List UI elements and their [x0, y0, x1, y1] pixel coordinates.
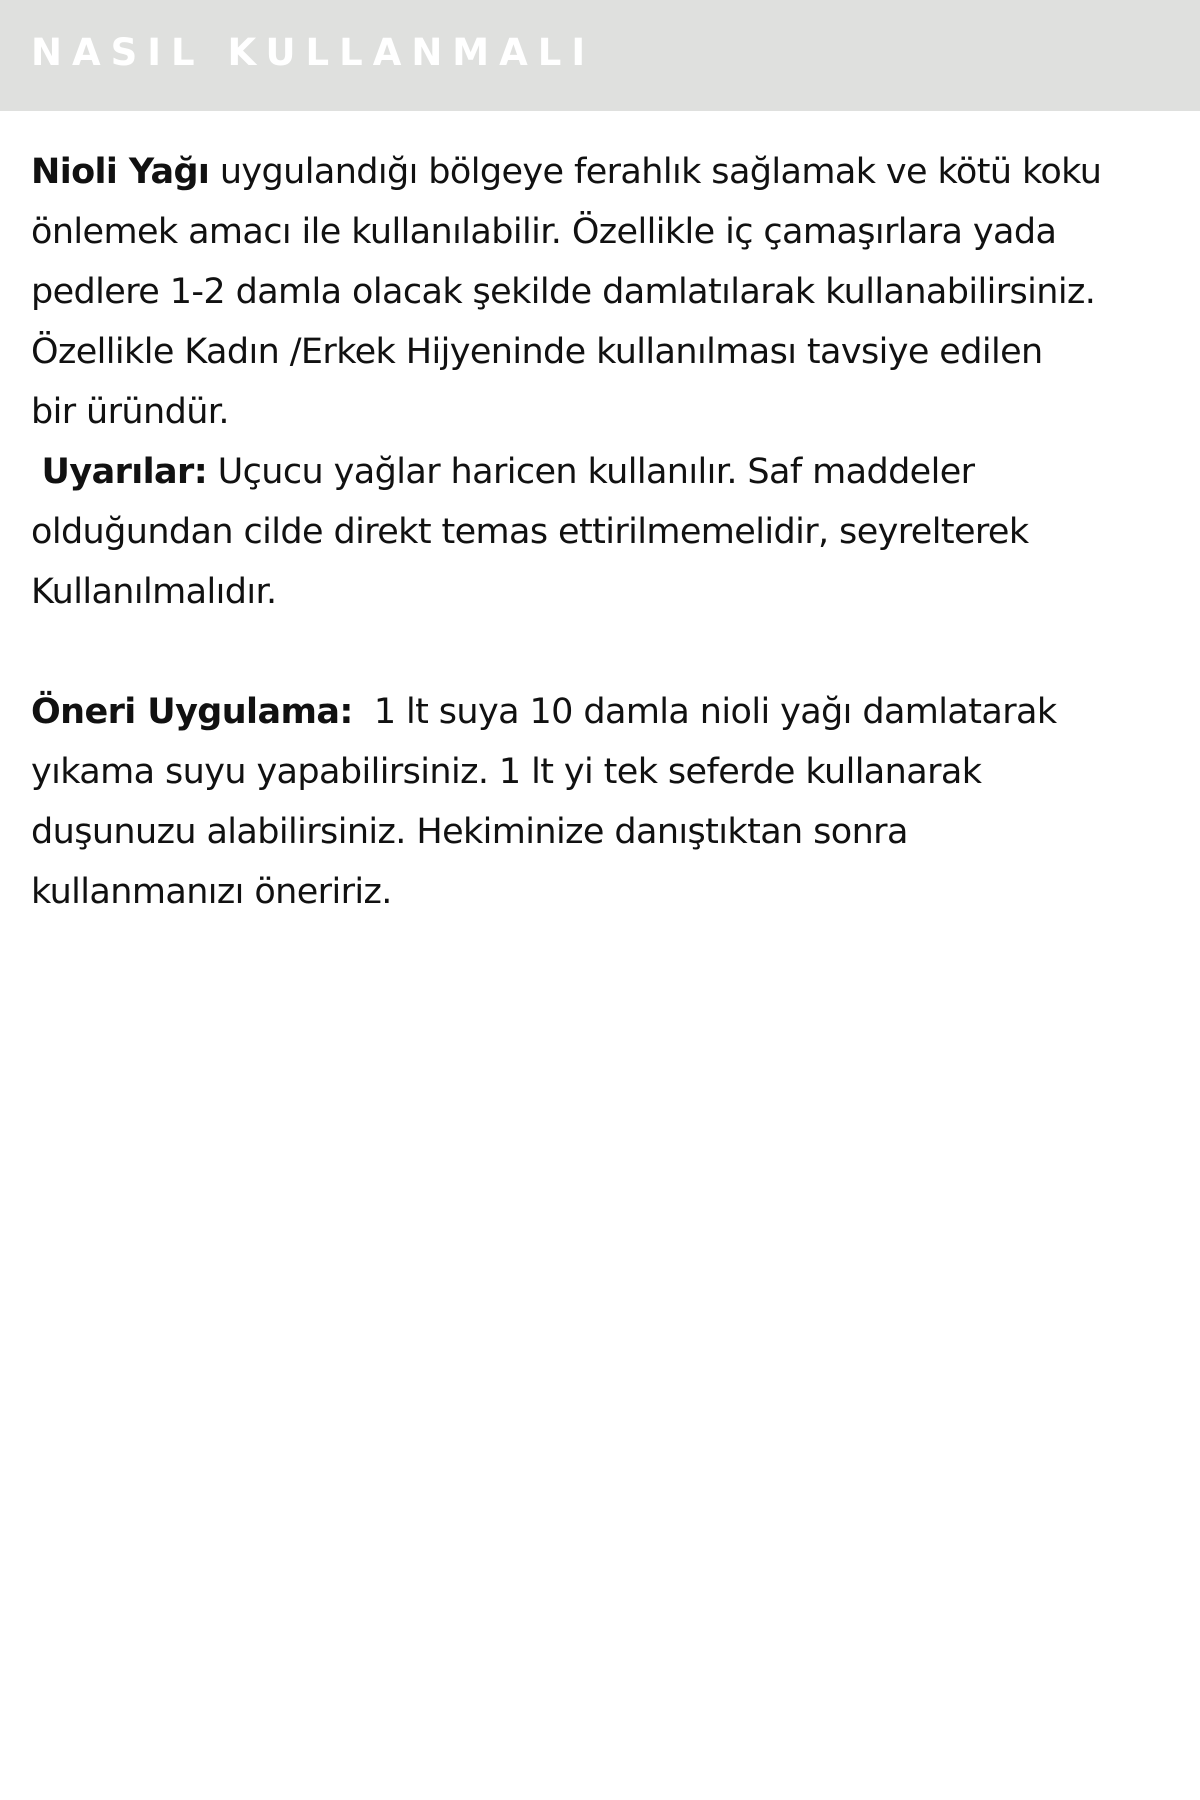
suggestion-paragraph — [31, 682, 1181, 922]
intro-line-2: önlemek amacı ile kullanılabilir. Özellikle iç çamaşırlara yada — [31, 212, 1057, 252]
intro-line-1 — [31, 142, 1181, 202]
intro-line-1-text: uygulandığı bölgeye ferahlık sağlamak ve kötü koku — [209, 152, 1102, 192]
suggestion-line-4: kullanmanızı öneririz. — [31, 872, 392, 912]
suggestion-line-1 — [31, 682, 1181, 742]
page-title: NASIL KULLANMALI — [31, 31, 596, 74]
suggestion-line-2: yıkama suyu yapabilirsiniz. 1 lt yi tek seferde kullanarak — [31, 752, 982, 792]
warnings-heading: Uyarılar: — [41, 452, 208, 492]
suggestion-line-3: duşunuzu alabilirsiniz. Hekiminize danıştıktan sonra — [31, 812, 908, 852]
usage-content — [31, 142, 1181, 922]
intro-line-5: bir üründür. — [31, 392, 229, 432]
intro-line-4: Özellikle Kadın /Erkek Hijyeninde kullanılması tavsiye edilen — [31, 332, 1043, 372]
suggestion-heading: Öneri Uygulama: — [31, 692, 353, 732]
warnings-line-1-text: Uçucu yağlar haricen kullanılır. Saf maddeler — [207, 452, 975, 492]
suggestion-line-1-text: 1 lt suya 10 damla nioli yağı damlatarak — [352, 692, 1057, 732]
warnings-line-1 — [31, 442, 1181, 502]
product-name: Nioli Yağı — [31, 152, 210, 192]
header-band — [0, 0, 1200, 111]
paragraph-spacer — [31, 622, 1181, 682]
intro-line-3: pedlere 1-2 damla olacak şekilde damlatılarak kullanabilirsiniz. — [31, 272, 1096, 312]
intro-paragraph — [31, 142, 1181, 622]
warnings-line-3: Kullanılmalıdır. — [31, 572, 277, 612]
warnings-line-2: olduğundan cilde direkt temas ettirilmemelidir, seyrelterek — [31, 512, 1029, 552]
